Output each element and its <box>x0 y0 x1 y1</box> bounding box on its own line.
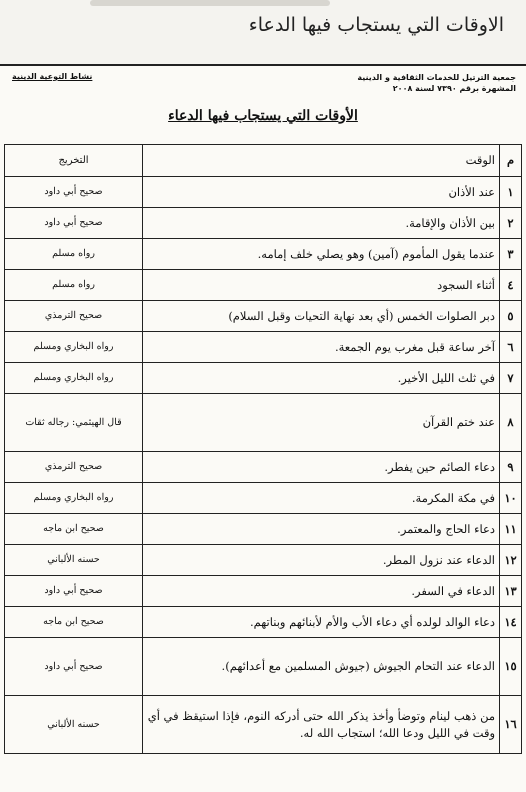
table-row <box>5 696 522 754</box>
row-source: رواه البخاري ومسلم <box>5 363 143 394</box>
row-source: صحيح أبي داود <box>5 208 143 239</box>
table-row <box>5 363 522 394</box>
cropped-top-strip <box>90 0 330 6</box>
table-row <box>5 301 522 332</box>
org-registration: المشهرة برقم ٧٣٩٠ لسنة ٢٠٠٨ <box>392 84 516 93</box>
table-row <box>5 177 522 208</box>
row-time: في ثلث الليل الأخير. <box>143 363 500 394</box>
table-row <box>5 239 522 270</box>
row-number: ١٣ <box>500 576 522 607</box>
row-source: رواه مسلم <box>5 270 143 301</box>
row-time: الدعاء في السفر. <box>143 576 500 607</box>
row-time: عندما يقول المأموم (آمين) وهو يصلي خلف إمامه. <box>143 239 500 270</box>
row-number: ١٢ <box>500 545 522 576</box>
table-row <box>5 208 522 239</box>
row-number: ٥ <box>500 301 522 332</box>
row-source: حسنه الألباني <box>5 696 143 754</box>
row-number: ٢ <box>500 208 522 239</box>
row-source: رواه البخاري ومسلم <box>5 332 143 363</box>
row-source: صحيح أبي داود <box>5 638 143 696</box>
page-title: الاوقات التي يستجاب فيها الدعاء <box>248 14 504 36</box>
row-time: دعاء الوالد لولده أي دعاء الأب والأم لأبنائهم وبناتهم. <box>143 607 500 638</box>
row-source: صحيح ابن ماجه <box>5 514 143 545</box>
column-header-number: م <box>500 145 522 177</box>
row-number: ١ <box>500 177 522 208</box>
row-source: صحيح أبي داود <box>5 177 143 208</box>
row-number: ١٦ <box>500 696 522 754</box>
row-number: ٨ <box>500 394 522 452</box>
row-time: في مكة المكرمة. <box>143 483 500 514</box>
table-row <box>5 545 522 576</box>
department-label: نشاط التوعية الدينية <box>12 72 93 81</box>
table-row <box>5 514 522 545</box>
row-source: حسنه الألباني <box>5 545 143 576</box>
row-number: ٤ <box>500 270 522 301</box>
row-number: ١٤ <box>500 607 522 638</box>
row-number: ٧ <box>500 363 522 394</box>
table-row <box>5 394 522 452</box>
row-source: صحيح الترمذي <box>5 452 143 483</box>
row-time: آخر ساعة قبل مغرب يوم الجمعة. <box>143 332 500 363</box>
column-header-source: التخريج <box>5 145 143 177</box>
row-time: دعاء الحاج والمعتمر. <box>143 514 500 545</box>
row-time: الدعاء عند نزول المطر. <box>143 545 500 576</box>
row-time: من ذهب لينام وتوضأ وأخذ يذكر الله حتى أدركه النوم، فإذا استيقظ في أي وقت في الليل ودعا الله؛ استجاب الله له. <box>143 696 500 754</box>
table-row <box>5 576 522 607</box>
row-number: ٩ <box>500 452 522 483</box>
table-row <box>5 270 522 301</box>
table-row <box>5 607 522 638</box>
org-name: جمعية الترتيل للخدمات الثقافية و الدينية <box>357 73 516 82</box>
prayer-times-table <box>4 144 522 754</box>
row-number: ١١ <box>500 514 522 545</box>
organization-header <box>357 72 516 94</box>
row-source: رواه البخاري ومسلم <box>5 483 143 514</box>
row-number: ٣ <box>500 239 522 270</box>
row-source: صحيح أبي داود <box>5 576 143 607</box>
row-time: عند الأذان <box>143 177 500 208</box>
row-number: ١٠ <box>500 483 522 514</box>
column-header-time: الوقت <box>143 145 500 177</box>
row-source: قال الهيثمي: رجاله ثقات <box>5 394 143 452</box>
row-time: دبر الصلوات الخمس (أي بعد نهاية التحيات وقبل السلام) <box>143 301 500 332</box>
row-time: دعاء الصائم حين يفطر. <box>143 452 500 483</box>
table-row <box>5 638 522 696</box>
row-source: صحيح ابن ماجه <box>5 607 143 638</box>
row-time: الدعاء عند التحام الجيوش (جيوش المسلمين مع أعدائهم). <box>143 638 500 696</box>
table-header-row <box>5 145 522 177</box>
row-time: أثناء السجود <box>143 270 500 301</box>
table-row <box>5 332 522 363</box>
row-number: ١٥ <box>500 638 522 696</box>
table-row <box>5 483 522 514</box>
row-time: بين الأذان والإقامة. <box>143 208 500 239</box>
document-sheet <box>0 64 526 792</box>
row-time: عند ختم القرآن <box>143 394 500 452</box>
table-row <box>5 452 522 483</box>
document-title: الأوقات التي يستجاب فيها الدعاء <box>168 108 358 124</box>
row-source: رواه مسلم <box>5 239 143 270</box>
row-source: صحيح الترمذي <box>5 301 143 332</box>
row-number: ٦ <box>500 332 522 363</box>
